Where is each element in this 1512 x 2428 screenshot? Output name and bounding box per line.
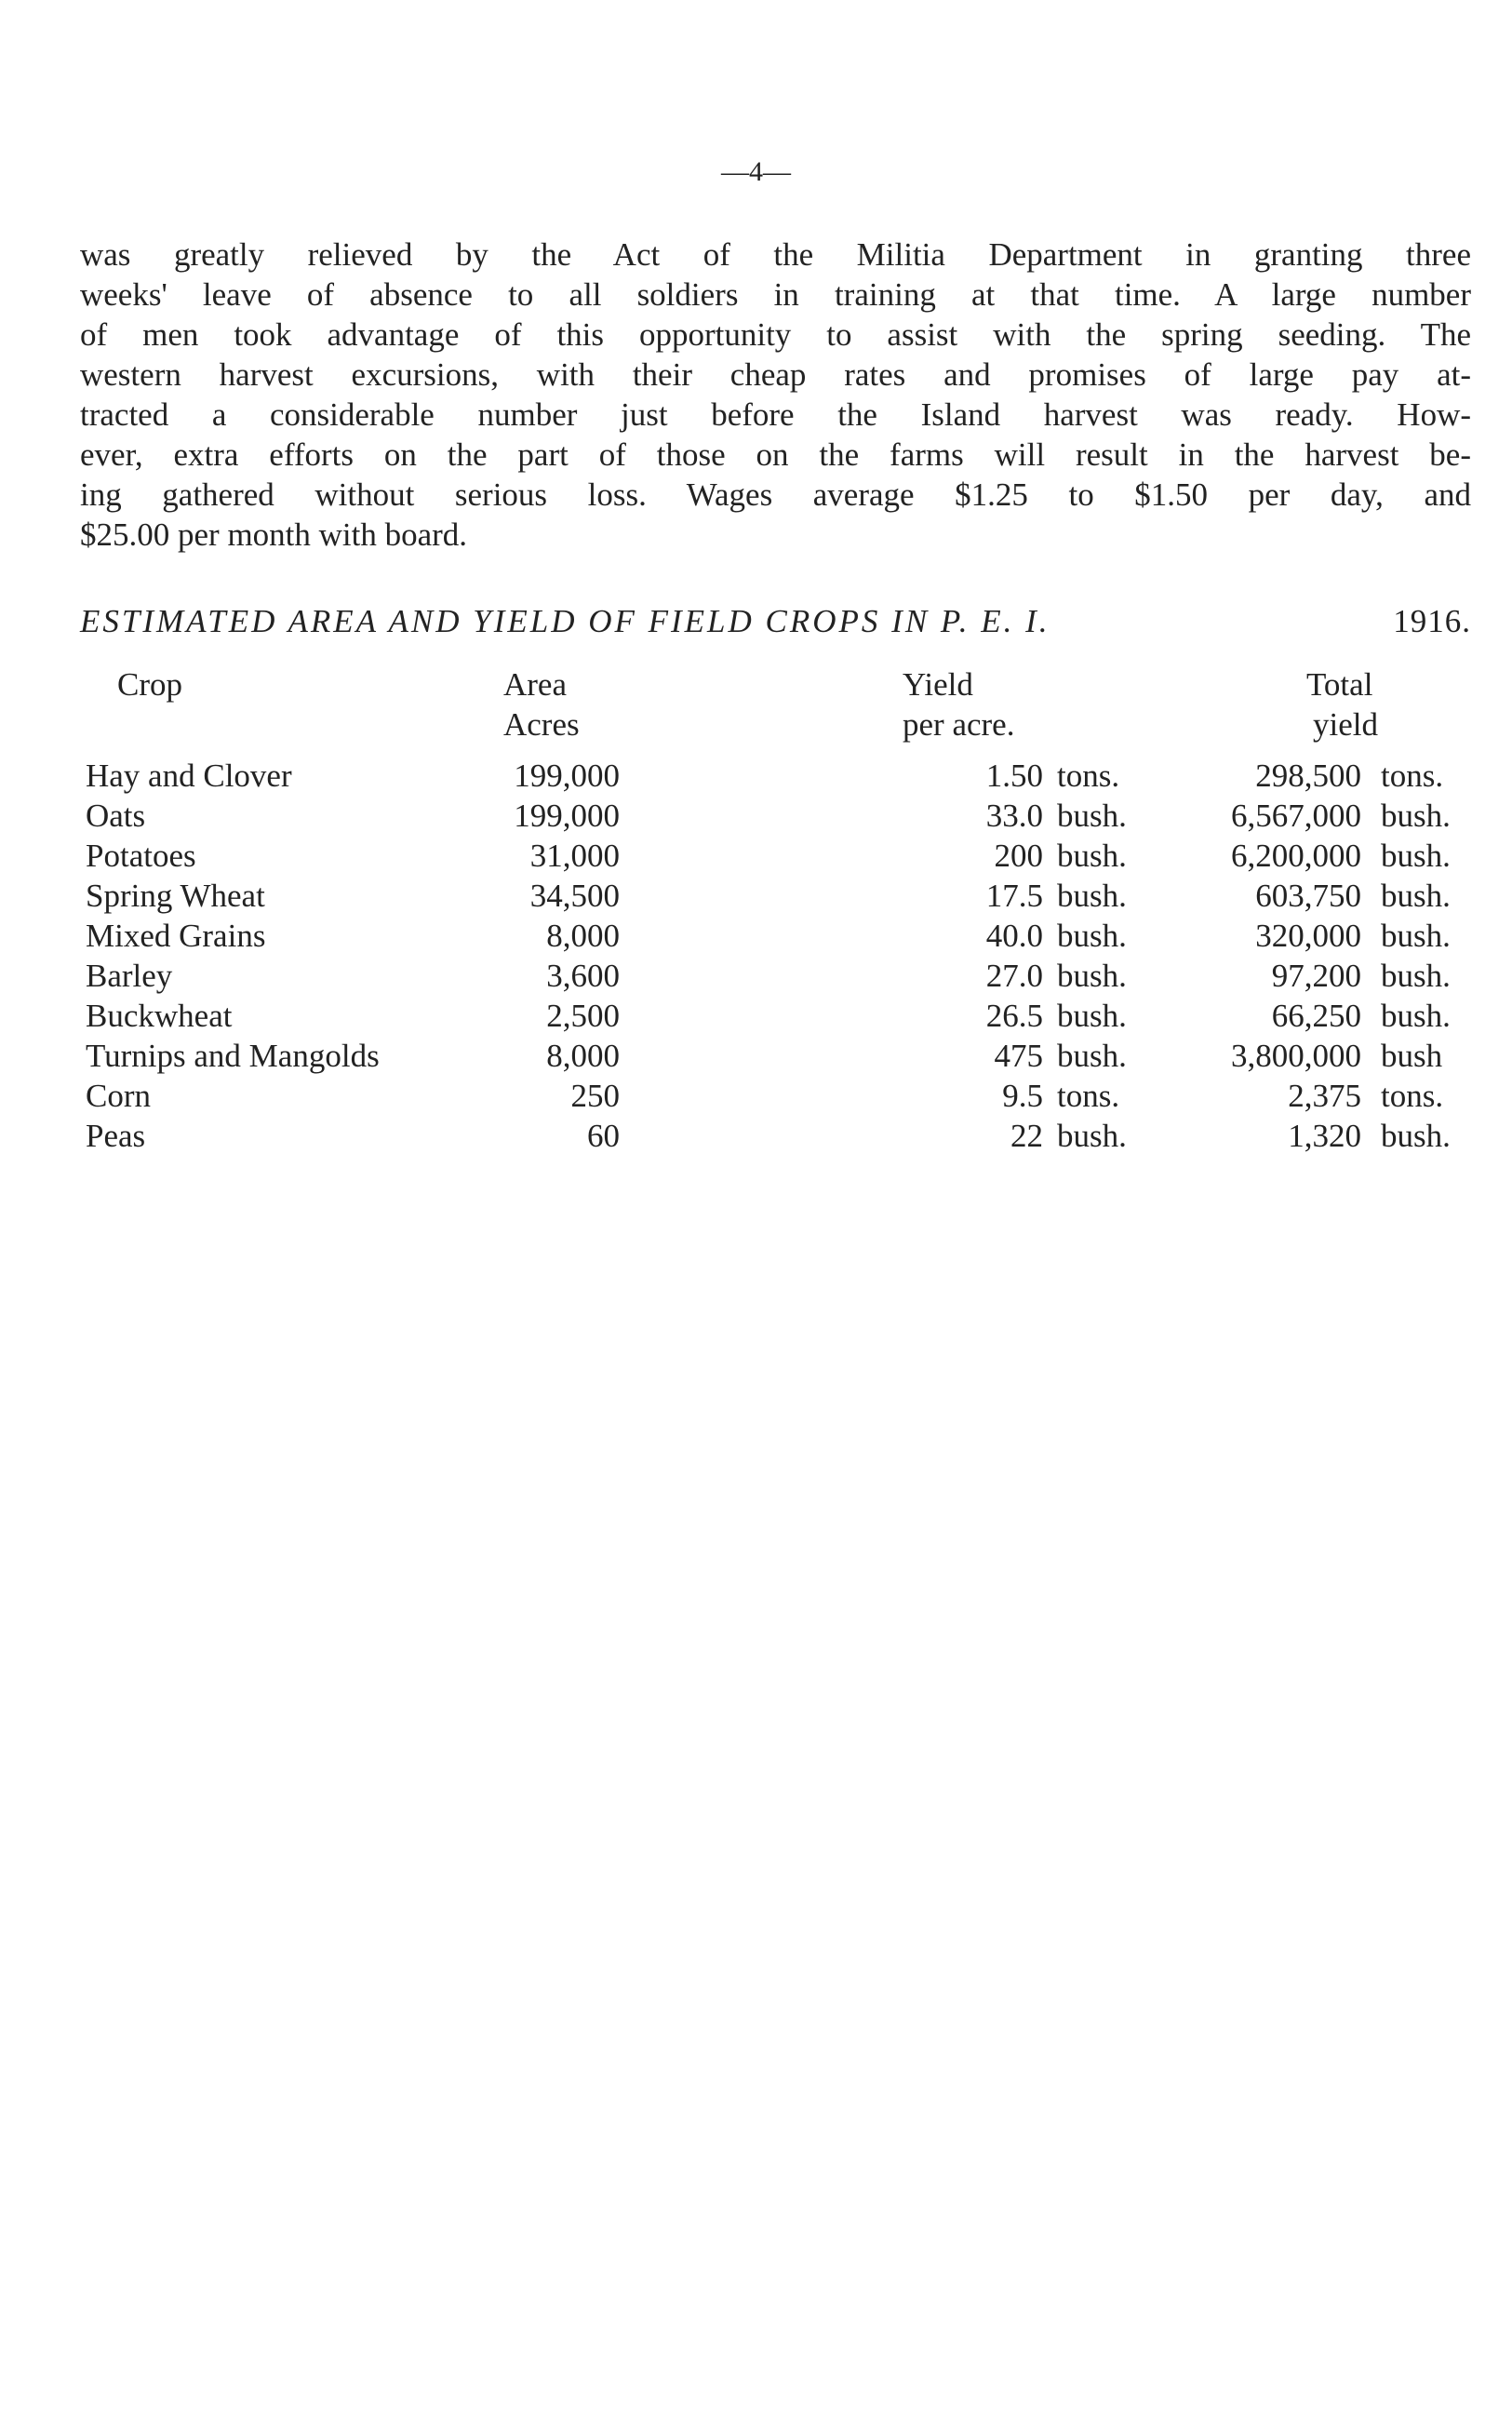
page-number: —4— — [721, 156, 791, 187]
crop-yield: 22 — [1010, 1118, 1043, 1154]
header-crop: Crop — [117, 666, 182, 703]
table-row — [80, 1038, 1471, 1078]
crop-yield-unit: bush. — [1057, 878, 1127, 914]
table-row — [80, 878, 1471, 918]
crop-name: Turnips and Mangolds — [86, 1038, 380, 1074]
crop-name: Potatoes — [86, 838, 196, 874]
crop-total-unit: bush. — [1381, 838, 1451, 874]
crop-yield-unit: bush. — [1057, 958, 1127, 994]
crop-total-unit: bush — [1381, 1038, 1443, 1074]
crop-total-unit: bush. — [1381, 998, 1451, 1034]
crop-yield-unit: bush. — [1057, 998, 1127, 1034]
crop-total-unit: bush. — [1381, 798, 1451, 834]
crop-yield-unit: tons. — [1057, 1078, 1120, 1114]
table-row — [80, 798, 1471, 838]
crop-total: 298,500 — [1255, 758, 1361, 794]
body-line: $25.00 per month with board. — [80, 516, 468, 553]
crop-name: Buckwheat — [86, 998, 233, 1034]
table-year: 1916. — [1393, 603, 1471, 639]
crop-yield-unit: bush. — [1057, 838, 1127, 874]
crop-total-unit: tons. — [1381, 1078, 1444, 1114]
crop-total-unit: bush. — [1381, 918, 1451, 954]
body-line: weeks' leave of absence to all soldiers in training at that time. A large number — [80, 276, 1471, 313]
crop-total-unit: bush. — [1381, 958, 1451, 994]
body-line: was greatly relieved by the Act of the Militia Department in granting three — [80, 236, 1471, 273]
body-paragraph — [80, 235, 1471, 555]
body-line: tracted a considerable number just before the Island harvest was ready. How- — [80, 396, 1471, 433]
crop-yield: 26.5 — [985, 998, 1043, 1034]
crop-total-unit: bush. — [1381, 878, 1451, 914]
body-line: ing gathered without serious loss. Wages average $1.25 to $1.50 per day, and — [80, 476, 1471, 513]
crop-area: 8,000 — [546, 918, 620, 954]
crop-area: 60 — [587, 1118, 620, 1154]
crop-total: 3,800,000 — [1231, 1038, 1361, 1074]
table-body — [80, 758, 1471, 1158]
crop-total: 320,000 — [1255, 918, 1361, 954]
crop-total-unit: bush. — [1381, 1118, 1451, 1154]
header-yield-line1: Yield — [903, 666, 973, 703]
header-total-line2: yield — [1313, 706, 1378, 743]
crop-name: Hay and Clover — [86, 758, 292, 794]
table-row — [80, 918, 1471, 958]
table-row — [80, 1078, 1471, 1118]
crop-name: Mixed Grains — [86, 918, 266, 954]
header-yield-line2: per acre. — [903, 706, 1015, 743]
crop-yield-unit: bush. — [1057, 1118, 1127, 1154]
crop-area: 34,500 — [529, 878, 620, 914]
crop-yield: 33.0 — [985, 798, 1043, 834]
table-row — [80, 758, 1471, 798]
crop-total: 603,750 — [1255, 878, 1361, 914]
crop-area: 2,500 — [546, 998, 620, 1034]
table-header — [80, 664, 1471, 748]
crop-area: 8,000 — [546, 1038, 620, 1074]
crop-name: Oats — [86, 798, 146, 834]
crop-yield-unit: bush. — [1057, 798, 1127, 834]
crop-total: 6,200,000 — [1231, 838, 1361, 874]
crop-total: 97,200 — [1271, 958, 1361, 994]
crop-yield: 1.50 — [985, 758, 1043, 794]
header-total-line1: Total — [1306, 666, 1373, 703]
crop-total: 6,567,000 — [1231, 798, 1361, 834]
crop-name: Corn — [86, 1078, 151, 1114]
header-area-line2: Acres — [503, 706, 580, 743]
crop-yield: 9.5 — [1002, 1078, 1043, 1114]
body-line: ever, extra efforts on the part of those on the farms will result in the harvest be- — [80, 436, 1471, 473]
crop-area: 31,000 — [529, 838, 620, 874]
table-row — [80, 1118, 1471, 1158]
crop-yield-unit: bush. — [1057, 1038, 1127, 1074]
crop-yield-unit: bush. — [1057, 918, 1127, 954]
crop-yield: 40.0 — [985, 918, 1043, 954]
crop-yield: 475 — [994, 1038, 1043, 1074]
crop-area: 3,600 — [546, 958, 620, 994]
crop-area: 199,000 — [514, 798, 620, 834]
crop-table — [80, 664, 1471, 1154]
table-title-text: ESTIMATED AREA AND YIELD OF FIELD CROPS IN P. E. I. — [80, 603, 1050, 639]
table-row — [80, 998, 1471, 1038]
crop-yield: 27.0 — [985, 958, 1043, 994]
table-title — [80, 603, 1471, 640]
crop-area: 250 — [570, 1078, 620, 1114]
crop-total-unit: tons. — [1381, 758, 1444, 794]
table-row — [80, 958, 1471, 998]
crop-total: 2,375 — [1288, 1078, 1361, 1114]
crop-name: Spring Wheat — [86, 878, 265, 914]
crop-total: 1,320 — [1288, 1118, 1361, 1154]
body-line: of men took advantage of this opportunity to assist with the spring seeding. The — [80, 316, 1471, 353]
crop-name: Barley — [86, 958, 173, 994]
crop-area: 199,000 — [514, 758, 620, 794]
table-row — [80, 838, 1471, 878]
crop-yield-unit: tons. — [1057, 758, 1120, 794]
crop-total: 66,250 — [1271, 998, 1361, 1034]
header-area-line1: Area — [503, 666, 568, 703]
crop-name: Peas — [86, 1118, 146, 1154]
crop-yield: 200 — [994, 838, 1043, 874]
body-line: western harvest excursions, with their cheap rates and promises of large pay at- — [80, 356, 1471, 393]
crop-yield: 17.5 — [985, 878, 1043, 914]
